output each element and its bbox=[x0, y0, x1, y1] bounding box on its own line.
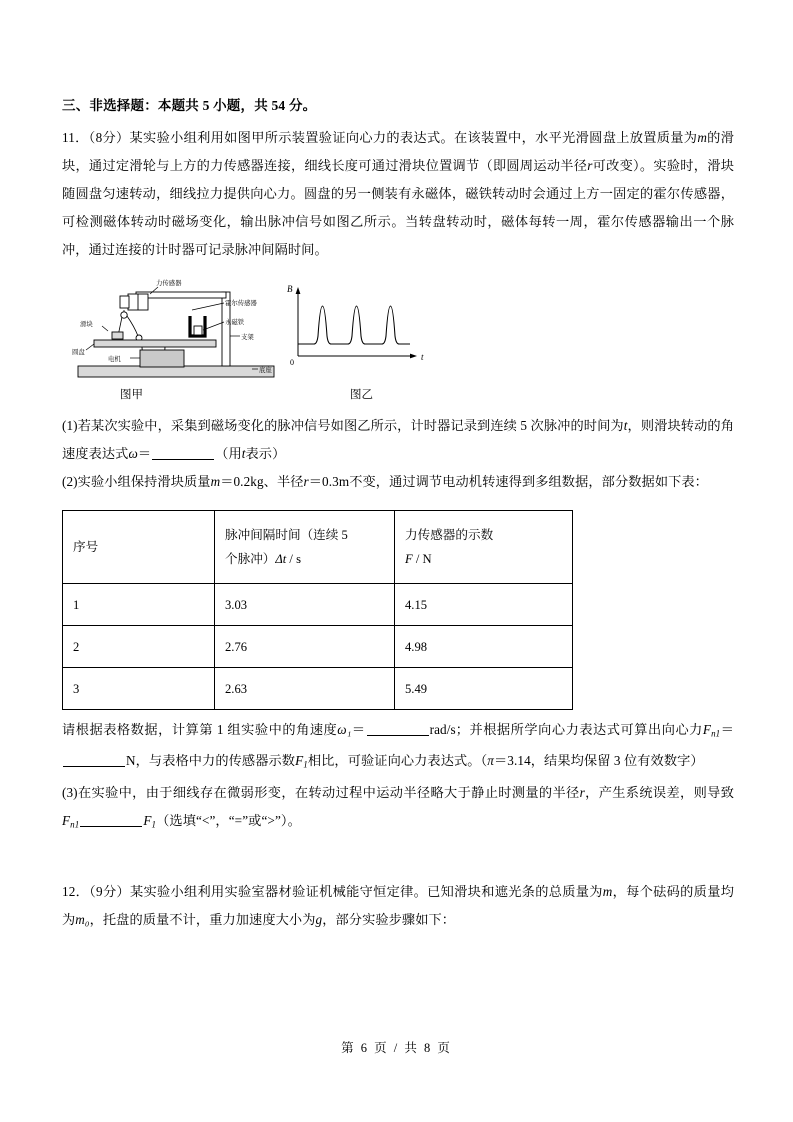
header-pulse-line1: 脉冲间隔时间（连续 5 bbox=[225, 528, 348, 542]
q11-p1-var-t2: t bbox=[241, 446, 246, 461]
header-force-F: F bbox=[405, 552, 413, 566]
q12-var-m0: m₀ bbox=[75, 911, 90, 927]
q11-stem-line1: 11．（8分）某实验小组利用如图甲所示装置验证向心力的表达式。在该装置中，水平光滑圆盘上放置质量为 bbox=[62, 130, 698, 145]
q11-p2-m-val: ＝0.2kg bbox=[220, 474, 264, 489]
q11-p2-text-b: 、半径 bbox=[263, 474, 304, 489]
header-pulse-line2a: 个脉冲） bbox=[225, 552, 276, 566]
q11-p1-omega: ω bbox=[128, 446, 138, 461]
q11-p3-Fn1-sub: n1 bbox=[70, 818, 80, 829]
cell-force-reading: 4.15 bbox=[395, 584, 573, 626]
cell-index: 1 bbox=[63, 584, 215, 626]
q11-p1-text-d: 表示） bbox=[245, 446, 286, 461]
q11-calc-Fn1-sub: n1 bbox=[711, 728, 721, 739]
header-pulse-unit: / s bbox=[289, 552, 301, 566]
question-11-part-2 bbox=[62, 468, 734, 496]
table-row bbox=[63, 626, 573, 668]
section-heading: 三、非选择题：本题共 5 小题，共 54 分。 bbox=[62, 98, 317, 113]
question-12-stem bbox=[62, 878, 734, 934]
label-force-sensor: 力传感器 bbox=[156, 280, 182, 287]
q11-calc-pi-val: ＝3.14 bbox=[494, 753, 531, 769]
q12-text-d: ，部分实验步骤如下： bbox=[322, 911, 456, 927]
pulse-signal-figure-yi bbox=[284, 276, 434, 376]
cell-force-reading: 4.98 bbox=[395, 626, 573, 668]
q11-p2-text-a: (2)实验小组保持滑块质量 bbox=[62, 474, 211, 489]
cell-force-reading: 5.49 bbox=[395, 668, 573, 710]
q11-calc-text-c: N，与表格中力的传感器示数 bbox=[126, 753, 296, 769]
q11-p3-F1: F bbox=[143, 812, 152, 828]
q11-p3-var-r: r bbox=[579, 784, 585, 800]
cell-index: 3 bbox=[63, 668, 215, 710]
q12-text-c: ，托盘的质量不计，重力加速度大小为 bbox=[89, 911, 316, 927]
q11-p1-var-t: t bbox=[623, 418, 628, 433]
label-permanent-magnet: 永磁铁 bbox=[225, 319, 245, 326]
table-row bbox=[63, 584, 573, 626]
q11-p1-text-a: (1)若某次实验中，采集到磁场变化的脉冲信号如图乙所示，计时器记录到连续 5 次脉冲的时间为 bbox=[62, 418, 624, 433]
label-disk: 圆盘 bbox=[72, 349, 85, 356]
q11-calc-omega1: ω₁ bbox=[337, 722, 352, 737]
q11-calc-text-b: rad/s；并根据所学向心力表达式可算出向心力 bbox=[429, 722, 703, 737]
q11-var-r: r bbox=[587, 158, 593, 173]
q11-p3-text-c: （选填“<”，“=”或“>”）。 bbox=[156, 812, 301, 828]
figure-captions bbox=[62, 386, 734, 406]
label-hall-sensor: 霍尔传感器 bbox=[225, 300, 257, 307]
q11-calc-F1-sub: 1 bbox=[303, 759, 308, 770]
cell-pulse-interval: 3.03 bbox=[215, 584, 395, 626]
table-header-row bbox=[63, 511, 573, 584]
answer-blank-omega[interactable] bbox=[152, 446, 214, 460]
q11-p1-text-b: ，则滑块转动的角速度表达式 bbox=[62, 418, 734, 461]
table-row bbox=[63, 668, 573, 710]
q11-calc-text-d: 相比，可验证向心力表达式。（ bbox=[307, 753, 488, 769]
label-slider: 滑块 bbox=[80, 321, 93, 328]
answer-blank-compare[interactable] bbox=[80, 813, 142, 827]
q11-var-m: m bbox=[697, 130, 707, 145]
q11-stem-line2: 的滑块，通过定滑轮与上方的力传感器连接，细线长度可通过滑块位置调节（即圆周运动半径 bbox=[62, 130, 734, 173]
cell-pulse-interval: 2.63 bbox=[215, 668, 395, 710]
q11-p3-F1-sub: 1 bbox=[151, 818, 157, 829]
label-bracket: 支架 bbox=[241, 334, 254, 341]
q12-text-b: ，每个砝码的质量均为 bbox=[62, 883, 734, 927]
axis-label-B: B bbox=[287, 284, 293, 294]
q12-text-a: 12．（9分）某实验小组利用实验室器材验证机械能守恒定律。已知滑块和遮光条的总质量为 bbox=[62, 883, 603, 899]
header-pulse-dt: Δt bbox=[275, 552, 287, 566]
axis-label-t: t bbox=[421, 352, 424, 362]
label-motor: 电机 bbox=[108, 356, 121, 363]
question-11-calc-instruction: 请根据表格数据，计算第 1 组实验中的角速度ω₁＝ rad/s；并根据所学向心力表达式可算出向心力$F_{n1}=N$，与表格中力的传感器示数$F_1$相比，可验证向心力表达式。（π＝3.14，结果均保留 3 位有效数字） bbox=[62, 722, 734, 770]
q11-calc-text-e: ，结果均保留 3 位有效数字） bbox=[530, 753, 704, 769]
header-cell-pulse-interval bbox=[215, 511, 395, 584]
q12-var-m: m bbox=[602, 883, 613, 899]
q11-calc-pi: π bbox=[487, 753, 494, 769]
cell-pulse-interval: 2.76 bbox=[215, 626, 395, 668]
page-content bbox=[62, 93, 734, 934]
q11-calc-Fn1: F bbox=[702, 722, 712, 737]
header-force-line1: 力传感器的示数 bbox=[405, 528, 494, 542]
header-cell-index: 序号 bbox=[63, 511, 215, 584]
apparatus-diagram-figure-jia bbox=[72, 274, 284, 382]
q11-stem-line3: 可改变）。实验时，滑块随圆盘匀速转动，细线拉力提供向心力。圆盘的另一侧装有永磁体，磁铁转动时会通过上方一固定的霍尔传感器，可检测磁体转动时磁场变化，输出脉冲信号如图乙所示。当转盘转动时，磁体每转一周，霍尔传感器输出一个脉冲，通过连接的计时器可记录脉冲间隔时间。 bbox=[62, 158, 734, 257]
axis-origin-label: 0 bbox=[290, 358, 294, 367]
header-force-unit: / N bbox=[415, 552, 432, 566]
question-11-stem bbox=[62, 124, 734, 264]
q12-var-g: g bbox=[315, 911, 323, 927]
answer-blank-omega1[interactable] bbox=[367, 722, 429, 736]
q11-p1-text-c: （用 bbox=[215, 446, 242, 461]
q11-p3-text-b: ，产生系统误差，则导致 bbox=[584, 784, 735, 800]
figure-yi-caption: 图乙 bbox=[350, 389, 373, 401]
question-11-part-1 bbox=[62, 412, 734, 468]
question-11-part-3 bbox=[62, 779, 734, 838]
q11-p1-eq: ＝ bbox=[137, 446, 152, 461]
q11-p2-r-val: ＝0.3m bbox=[308, 474, 350, 489]
q11-p2-var-r: r bbox=[303, 474, 309, 489]
q11-calc-F1: F bbox=[295, 753, 304, 769]
figure-jia-caption: 图甲 bbox=[120, 389, 143, 401]
experiment-data-table bbox=[62, 510, 573, 710]
header-cell-force-reading bbox=[395, 511, 573, 584]
figure-row bbox=[62, 274, 734, 386]
q11-calc-text-a: 请根据表格数据，计算第 1 组实验中的角速度 bbox=[62, 722, 338, 737]
q11-p2-var-m: m bbox=[210, 474, 221, 489]
q11-p3-Fn1: F bbox=[62, 812, 71, 828]
label-base: 底座 bbox=[259, 367, 272, 374]
answer-blank-Fn1[interactable] bbox=[63, 753, 125, 767]
q11-p2-text-c: 不变，通过调节电动机转速得到多组数据，部分数据如下表： bbox=[349, 474, 708, 489]
cell-index: 2 bbox=[63, 626, 215, 668]
q11-p3-text-a: (3)在实验中，由于细线存在微弱形变，在转动过程中运动半径略大于静止时测量的半径 bbox=[62, 784, 580, 800]
page-footer: 第 6 页 / 共 8 页 bbox=[341, 1041, 452, 1055]
